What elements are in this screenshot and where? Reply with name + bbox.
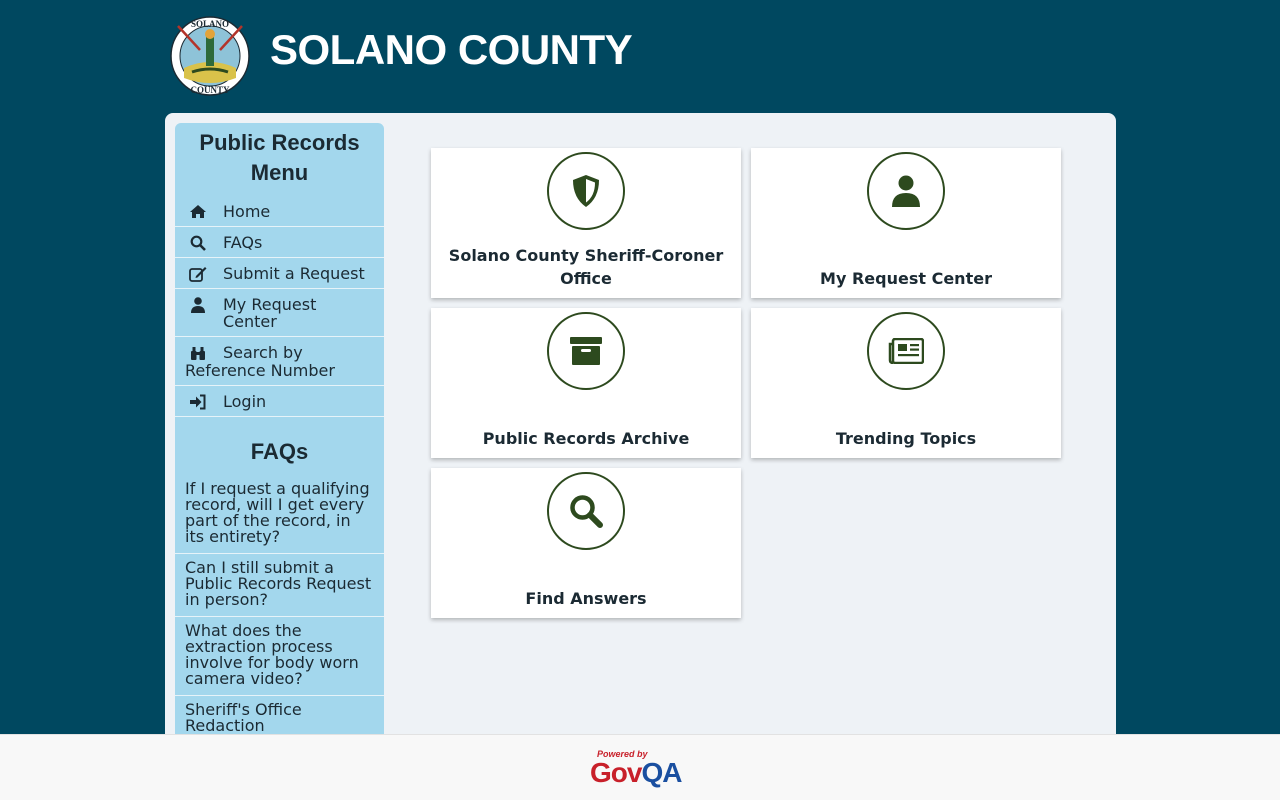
tile-label: Trending Topics <box>835 429 977 448</box>
home-icon <box>188 203 208 220</box>
sidebar-item-label: My Request Center <box>223 295 317 331</box>
search-icon <box>188 234 208 251</box>
sidebar-item-label: Submit a Request <box>223 264 365 283</box>
seal-top-text: SOLANO <box>190 19 230 29</box>
shield-icon <box>547 152 625 230</box>
binoculars-icon <box>188 345 208 362</box>
sidebar <box>175 123 384 734</box>
tile-label: Public Records Archive <box>482 429 690 448</box>
search-icon <box>547 472 625 550</box>
user-icon <box>867 152 945 230</box>
tile-label: My Request Center <box>820 269 992 288</box>
faq-link[interactable]: Sheriff's Office Redaction <box>175 696 384 734</box>
faq-link[interactable]: What does the extraction process involve for body worn camera video? <box>175 617 384 696</box>
user-icon <box>188 296 208 313</box>
faq-link[interactable]: Can I still submit a Public Records Request in person? <box>175 554 384 617</box>
sidebar-item-submit-request[interactable] <box>175 258 384 289</box>
newspaper-icon <box>867 312 945 390</box>
seal-bottom-text: COUNTY <box>190 85 230 95</box>
footer <box>0 734 1280 800</box>
govqa-logo-qa: QA <box>641 757 682 788</box>
tile-my-request-center[interactable] <box>751 148 1061 298</box>
tile-sheriff-coroner-office[interactable] <box>431 148 741 298</box>
govqa-logo-gov: Gov <box>590 757 642 788</box>
sidebar-item-search-reference[interactable] <box>175 337 384 386</box>
tile-public-records-archive[interactable] <box>431 308 741 458</box>
site-title[interactable]: SOLANO COUNTY <box>270 26 633 73</box>
sidebar-item-label: FAQs <box>223 233 263 252</box>
sidebar-title: Public Records Menu <box>199 130 360 185</box>
sign-in-icon <box>188 393 208 410</box>
faq-link[interactable]: If I request a qualifying record, will I get every part of the record, in its entirety? <box>175 475 384 554</box>
main-panel <box>165 113 1116 773</box>
site-header <box>0 0 1280 113</box>
powered-by-text: Powered by <box>597 749 648 759</box>
tile-trending-topics[interactable] <box>751 308 1061 458</box>
tile-find-answers[interactable] <box>431 468 741 618</box>
county-seal-logo[interactable] <box>170 16 250 96</box>
edit-icon <box>188 265 208 282</box>
sidebar-item-label: Login <box>223 392 267 411</box>
tile-label: Find Answers <box>525 589 647 608</box>
faq-heading: FAQs <box>250 439 309 464</box>
tile-label: Solano County Sheriff-Coroner Office <box>448 246 724 288</box>
sidebar-item-my-request-center[interactable] <box>175 289 384 337</box>
sidebar-item-home[interactable] <box>175 196 384 227</box>
sidebar-item-label: Home <box>223 202 271 221</box>
govqa-logo[interactable] <box>590 757 681 789</box>
archive-icon <box>547 312 625 390</box>
sidebar-item-label: Search by Reference Number <box>185 343 335 380</box>
sidebar-item-faqs[interactable] <box>175 227 384 258</box>
sidebar-item-login[interactable] <box>175 386 384 417</box>
